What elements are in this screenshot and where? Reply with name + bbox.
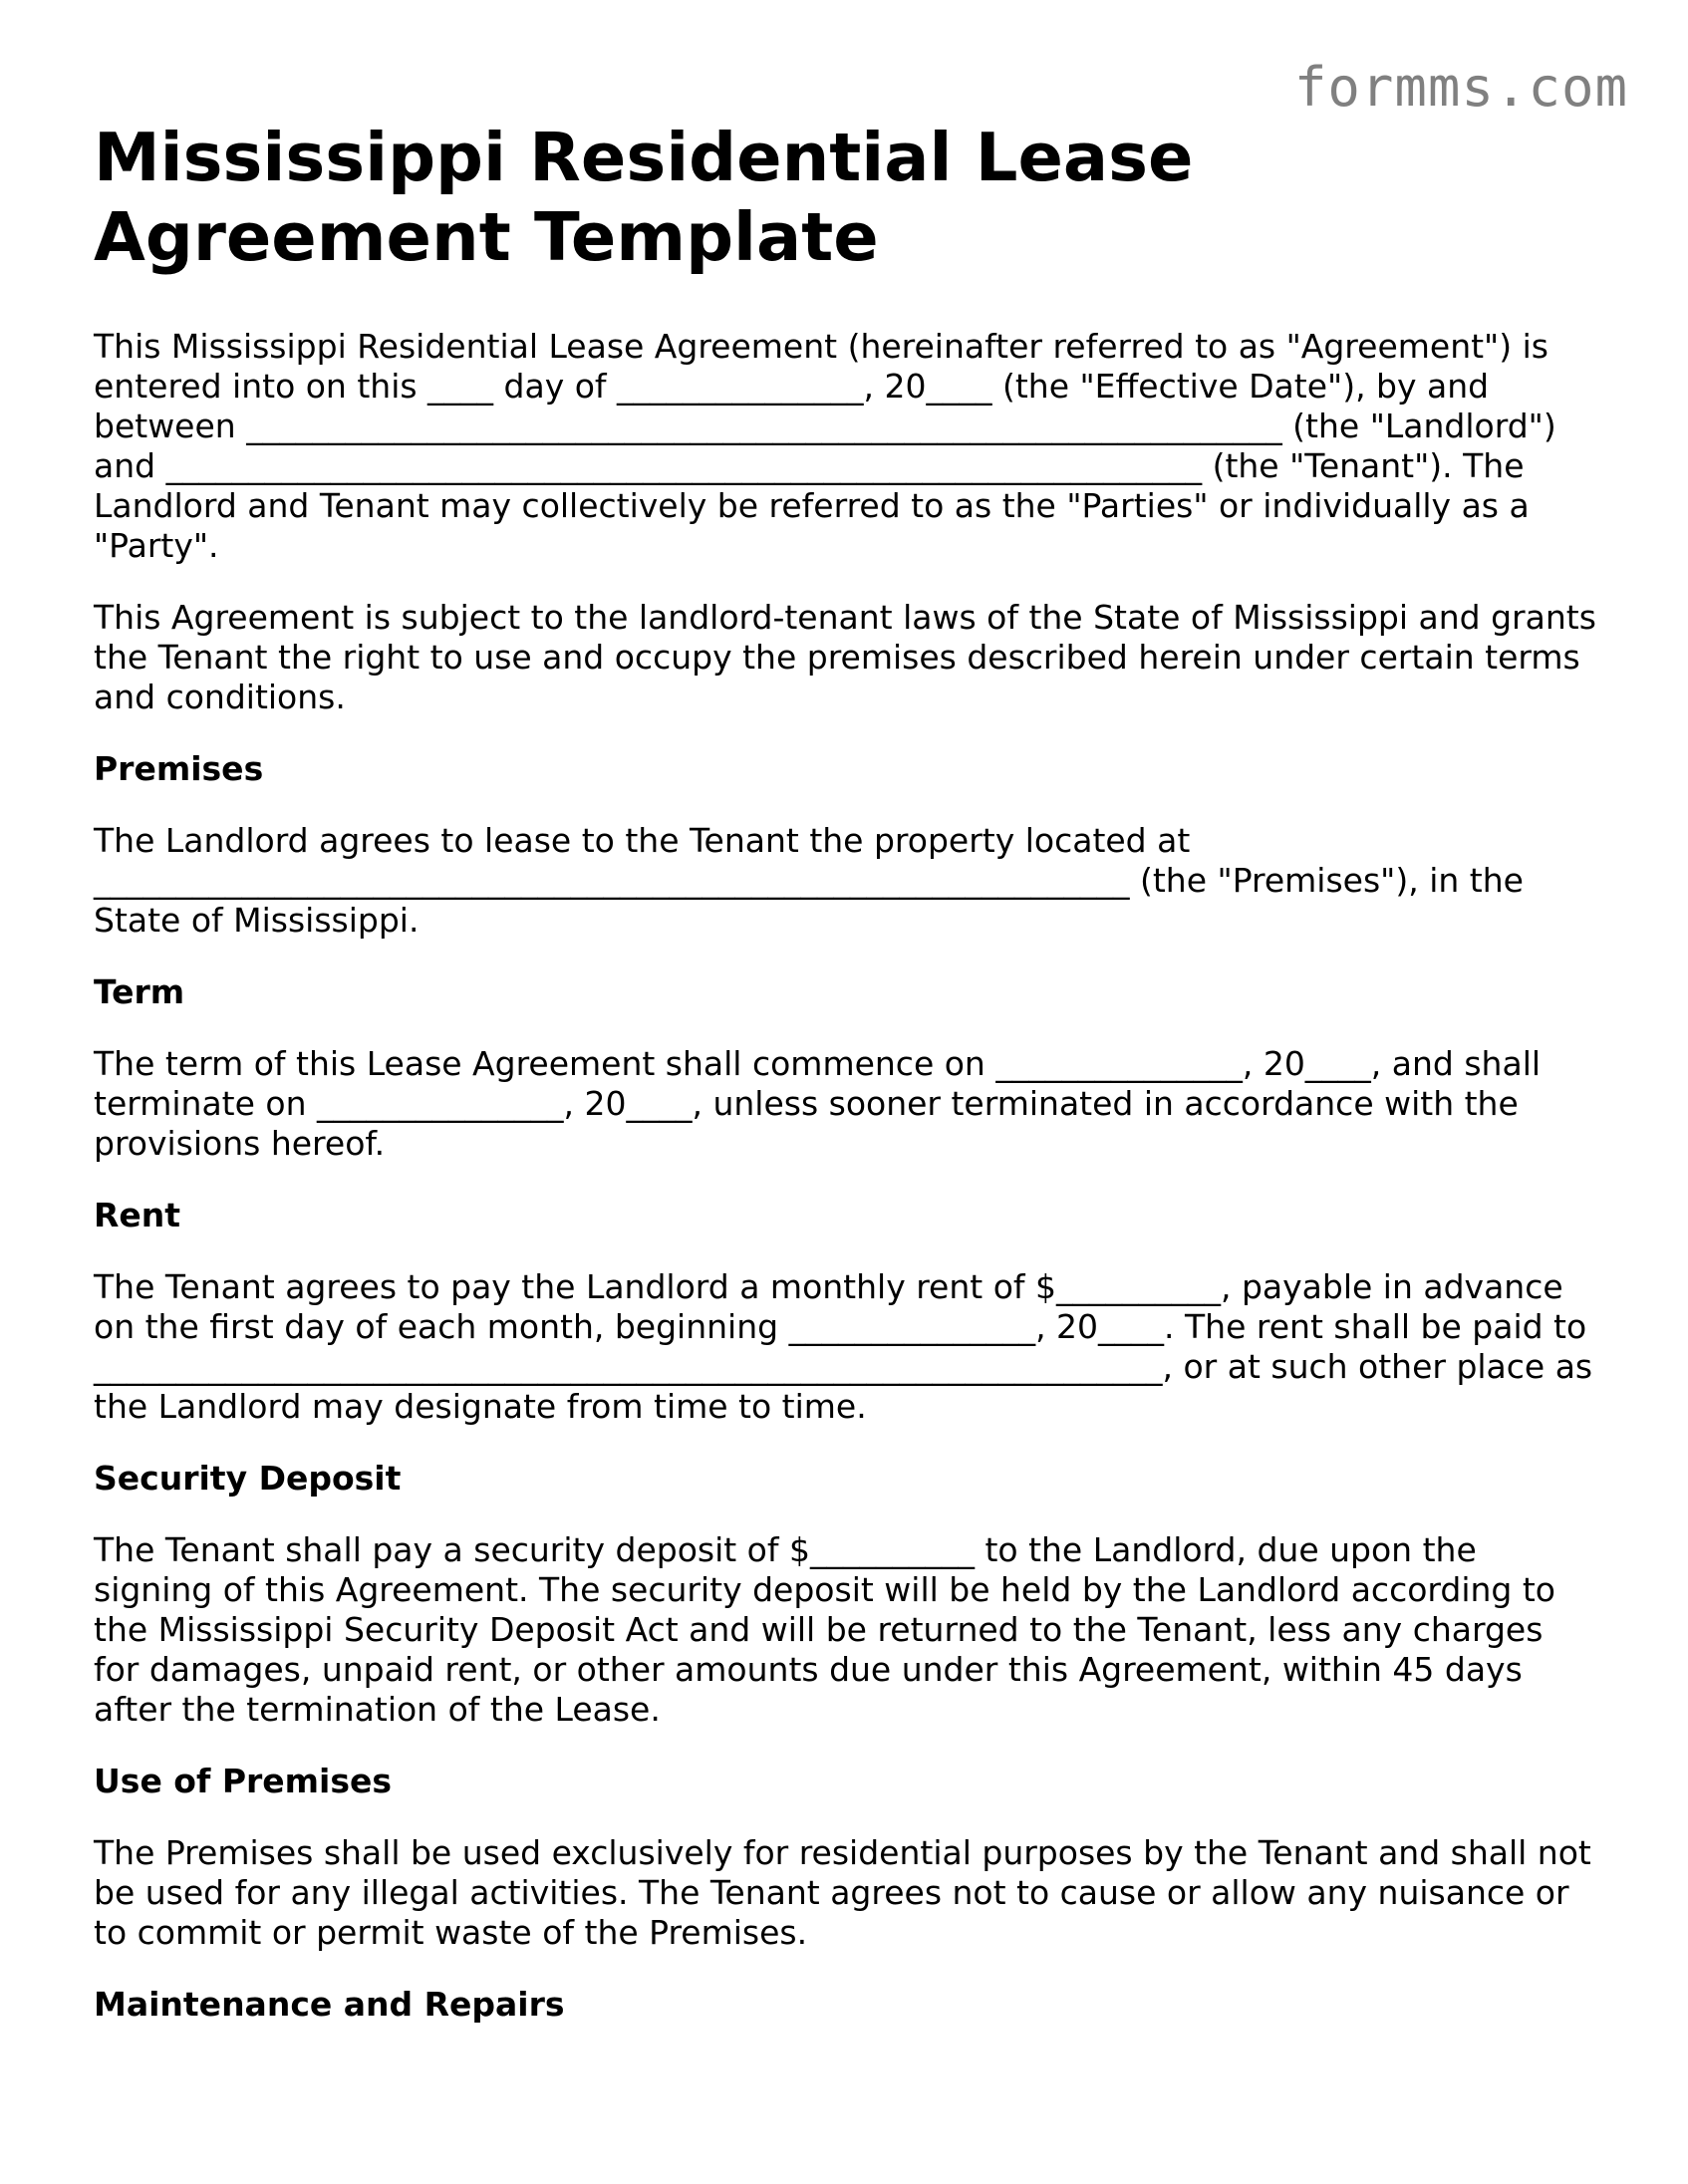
watermark: formms.com [1293, 56, 1628, 119]
section-heading-premises: Premises [94, 749, 264, 788]
section-body-premises: The Landlord agrees to lease to the Tenant the property located at _______________________________________________________________ (the "Premises"), in the State of Mississippi. [94, 821, 1535, 940]
section-heading-term: Term [94, 972, 185, 1011]
section-heading-security-deposit: Security Deposit [94, 1459, 402, 1498]
section-body-rent: The Tenant agrees to pay the Landlord a monthly rent of $__________, payable in advance on the first day of each month, beginning _______________, 20____. The rent shall be paid to _________________________________________________________________, or at such other place as the Landlord may designate from time to time. [94, 1267, 1603, 1426]
section-heading-use-of-premises: Use of Premises [94, 1762, 393, 1800]
section-heading-rent: Rent [94, 1196, 181, 1234]
section-heading-maintenance-and-repairs: Maintenance and Repairs [94, 1985, 565, 2024]
document [94, 118, 1607, 2025]
section-body-term: The term of this Lease Agreement shall commence on _______________, 20____, and shall terminate on _______________, 20____, unless sooner terminated in accordance with the provisions hereof. [94, 1044, 1551, 1163]
intro-paragraph-2: This Agreement is subject to the landlord-tenant laws of the State of Mississippi and grants the Tenant the right to use and occupy the premises described herein under certain terms and conditions. [94, 598, 1607, 716]
section-body-security-deposit: The Tenant shall pay a security deposit of $__________ to the Landlord, due upon the signing of this Agreement. The security deposit will be held by the Landlord according to the Mississippi Security Deposit Act and will be returned to the Tenant, less any charges for damages, unpaid rent, or other amounts due under this Agreement, within 45 days after the termination of the Lease. [94, 1530, 1566, 1729]
page-title: Mississippi Residential Lease Agreement Template [94, 119, 1194, 276]
section-body-use-of-premises: The Premises shall be used exclusively for residential purposes by the Tenant and shall not be used for any illegal activities. The Tenant agrees not to cause or allow any nuisance or to commit or permit waste of the Premises. [94, 1833, 1602, 1952]
intro-paragraph-1: This Mississippi Residential Lease Agreement (hereinafter referred to as "Agreement") is entered into on this ____ day of _______________, 20____ (the "Effective Date"), by and between _______________________________________________________________ (the "Landlord") and _______________________________________________________________ (the "Tenant"). The Landlord and Tenant may collectively be referred to as the "Parties" or individually as a "Party". [94, 327, 1567, 565]
